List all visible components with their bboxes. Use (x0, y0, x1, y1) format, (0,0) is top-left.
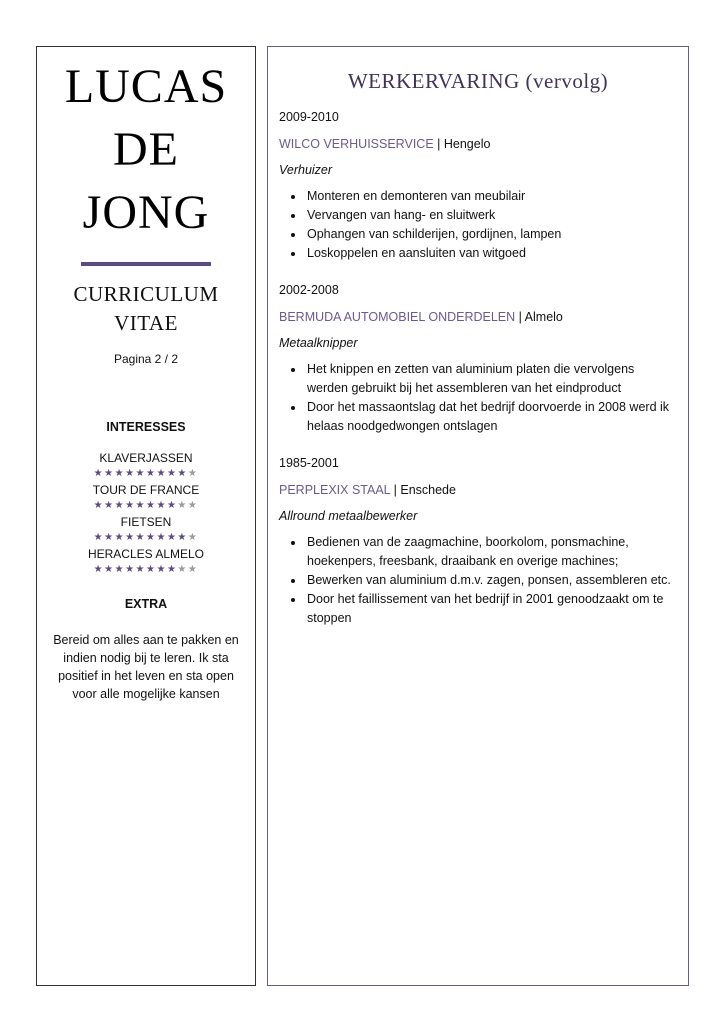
star-filled-icon: ★ (135, 468, 146, 479)
star-filled-icon: ★ (166, 500, 178, 511)
star-filled-icon: ★ (146, 500, 157, 511)
company-location: | Almelo (515, 310, 563, 324)
job-years: 2009-2010 (279, 110, 339, 124)
star-filled-icon: ★ (146, 532, 157, 543)
star-filled-icon: ★ (135, 500, 146, 511)
star-filled-icon: ★ (114, 468, 126, 479)
interests-list (37, 450, 255, 577)
interests-heading: INTERESSES (106, 420, 186, 434)
rating-stars (37, 499, 255, 513)
job-bullet: • Het knippen en zetten van aluminium platen die vervolgens werden gebruikt bij het assembleren van het eindproduct (305, 360, 676, 398)
job-entry (279, 108, 676, 263)
sidebar (36, 46, 256, 986)
star-filled-icon: ★ (156, 564, 167, 575)
interest-label: FIETSEN (120, 515, 172, 529)
job-years: 2002-2008 (279, 283, 339, 297)
job-bullet: • Bewerken van aluminium d.m.v. zagen, ponsen, assembleren etc. (305, 571, 676, 590)
star-filled-icon: ★ (156, 500, 167, 511)
job-bullet: • Door het faillissement van het bedrijf in 2001 genoodzaakt om te stoppen (305, 590, 676, 628)
name-line-last: JONG (82, 186, 210, 239)
interest-item (37, 546, 255, 577)
job-company-line (279, 481, 676, 499)
interest-label: KLAVERJASSEN (99, 451, 193, 465)
rating-stars (37, 467, 255, 481)
star-filled-icon: ★ (114, 564, 126, 575)
star-filled-icon: ★ (146, 564, 157, 575)
star-empty-icon: ★ (187, 468, 199, 479)
job-years: 1985-2001 (279, 456, 339, 470)
company-name: PERPLEXIX STAAL (279, 483, 391, 497)
interest-label: TOUR DE FRANCE (92, 483, 200, 497)
star-filled-icon: ★ (93, 532, 105, 543)
extra-text: Bereid om alles aan te pakken en indien nodig bij te leren. Ik sta positief in het leven en sta open voor alle mogelijke kansen (53, 633, 239, 701)
interest-item (37, 450, 255, 481)
job-entry (279, 281, 676, 436)
star-filled-icon: ★ (125, 564, 136, 575)
section-title: WERKERVARING (vervolg) (347, 69, 609, 93)
job-company-line (279, 308, 676, 326)
company-location: | Enschede (390, 483, 456, 497)
star-filled-icon: ★ (104, 532, 115, 543)
star-filled-icon: ★ (177, 532, 188, 543)
star-empty-icon: ★ (187, 564, 199, 575)
star-filled-icon: ★ (166, 532, 178, 543)
job-bullet: • Door het massaontslag dat het bedrijf doorvoerde in 2008 werd ik helaas noodgedwongen ontslagen (305, 398, 676, 436)
job-bullet: • Vervangen van hang- en sluitwerk (305, 206, 676, 225)
star-filled-icon: ★ (125, 468, 136, 479)
page-number: Pagina 2 / 2 (113, 352, 179, 366)
job-entry (279, 454, 676, 628)
job-role: Metaalknipper (279, 336, 358, 350)
interest-label: HERACLES ALMELO (87, 547, 205, 561)
star-empty-icon: ★ (177, 500, 188, 511)
star-filled-icon: ★ (166, 468, 178, 479)
star-filled-icon: ★ (125, 532, 136, 543)
job-bullet: • Monteren en demonteren van meubilair (305, 187, 676, 206)
star-filled-icon: ★ (125, 500, 136, 511)
job-bullets (279, 360, 676, 436)
rating-stars (37, 531, 255, 545)
cv-title (37, 280, 255, 338)
star-filled-icon: ★ (104, 564, 115, 575)
interest-item (37, 482, 255, 513)
star-filled-icon: ★ (146, 468, 157, 479)
main-content (267, 46, 689, 986)
star-empty-icon: ★ (177, 564, 188, 575)
job-bullet: • Bedienen van de zaagmachine, boorkolom, ponsmachine, hoekenpers, freesbank, draaibank en overige machines; (305, 533, 676, 571)
job-bullet: • Ophangen van schilderijen, gordijnen, lampen (305, 225, 676, 244)
star-filled-icon: ★ (93, 500, 105, 511)
company-name: BERMUDA AUTOMOBIEL ONDERDELEN (279, 310, 516, 324)
extra-heading: EXTRA (124, 597, 168, 611)
star-filled-icon: ★ (114, 500, 126, 511)
star-filled-icon: ★ (104, 500, 115, 511)
star-filled-icon: ★ (104, 468, 115, 479)
star-filled-icon: ★ (166, 564, 178, 575)
company-name: WILCO VERHUISSERVICE (279, 137, 434, 151)
company-location: | Hengelo (433, 137, 491, 151)
job-bullets (279, 187, 676, 263)
accent-divider (81, 262, 211, 266)
star-filled-icon: ★ (135, 532, 146, 543)
name-block (37, 55, 255, 244)
star-filled-icon: ★ (114, 532, 126, 543)
job-role: Allround metaalbewerker (279, 509, 418, 523)
star-filled-icon: ★ (135, 564, 146, 575)
star-empty-icon: ★ (187, 532, 199, 543)
star-filled-icon: ★ (156, 532, 167, 543)
star-filled-icon: ★ (177, 468, 188, 479)
job-bullet: • Loskoppelen en aansluiten van witgoed (305, 244, 676, 263)
name-line-first: LUCAS (64, 60, 228, 113)
name-line-middle: DE (113, 123, 179, 176)
star-empty-icon: ★ (187, 500, 199, 511)
job-role: Verhuizer (279, 163, 333, 177)
star-filled-icon: ★ (156, 468, 167, 479)
interest-item (37, 514, 255, 545)
cv-title-line-1: CURRICULUM (73, 282, 219, 306)
rating-stars (37, 563, 255, 577)
star-filled-icon: ★ (93, 564, 105, 575)
job-company-line (279, 135, 676, 153)
star-filled-icon: ★ (93, 468, 105, 479)
job-bullets (279, 533, 676, 628)
jobs-list (268, 108, 688, 628)
cv-title-line-2: VITAE (114, 311, 178, 335)
